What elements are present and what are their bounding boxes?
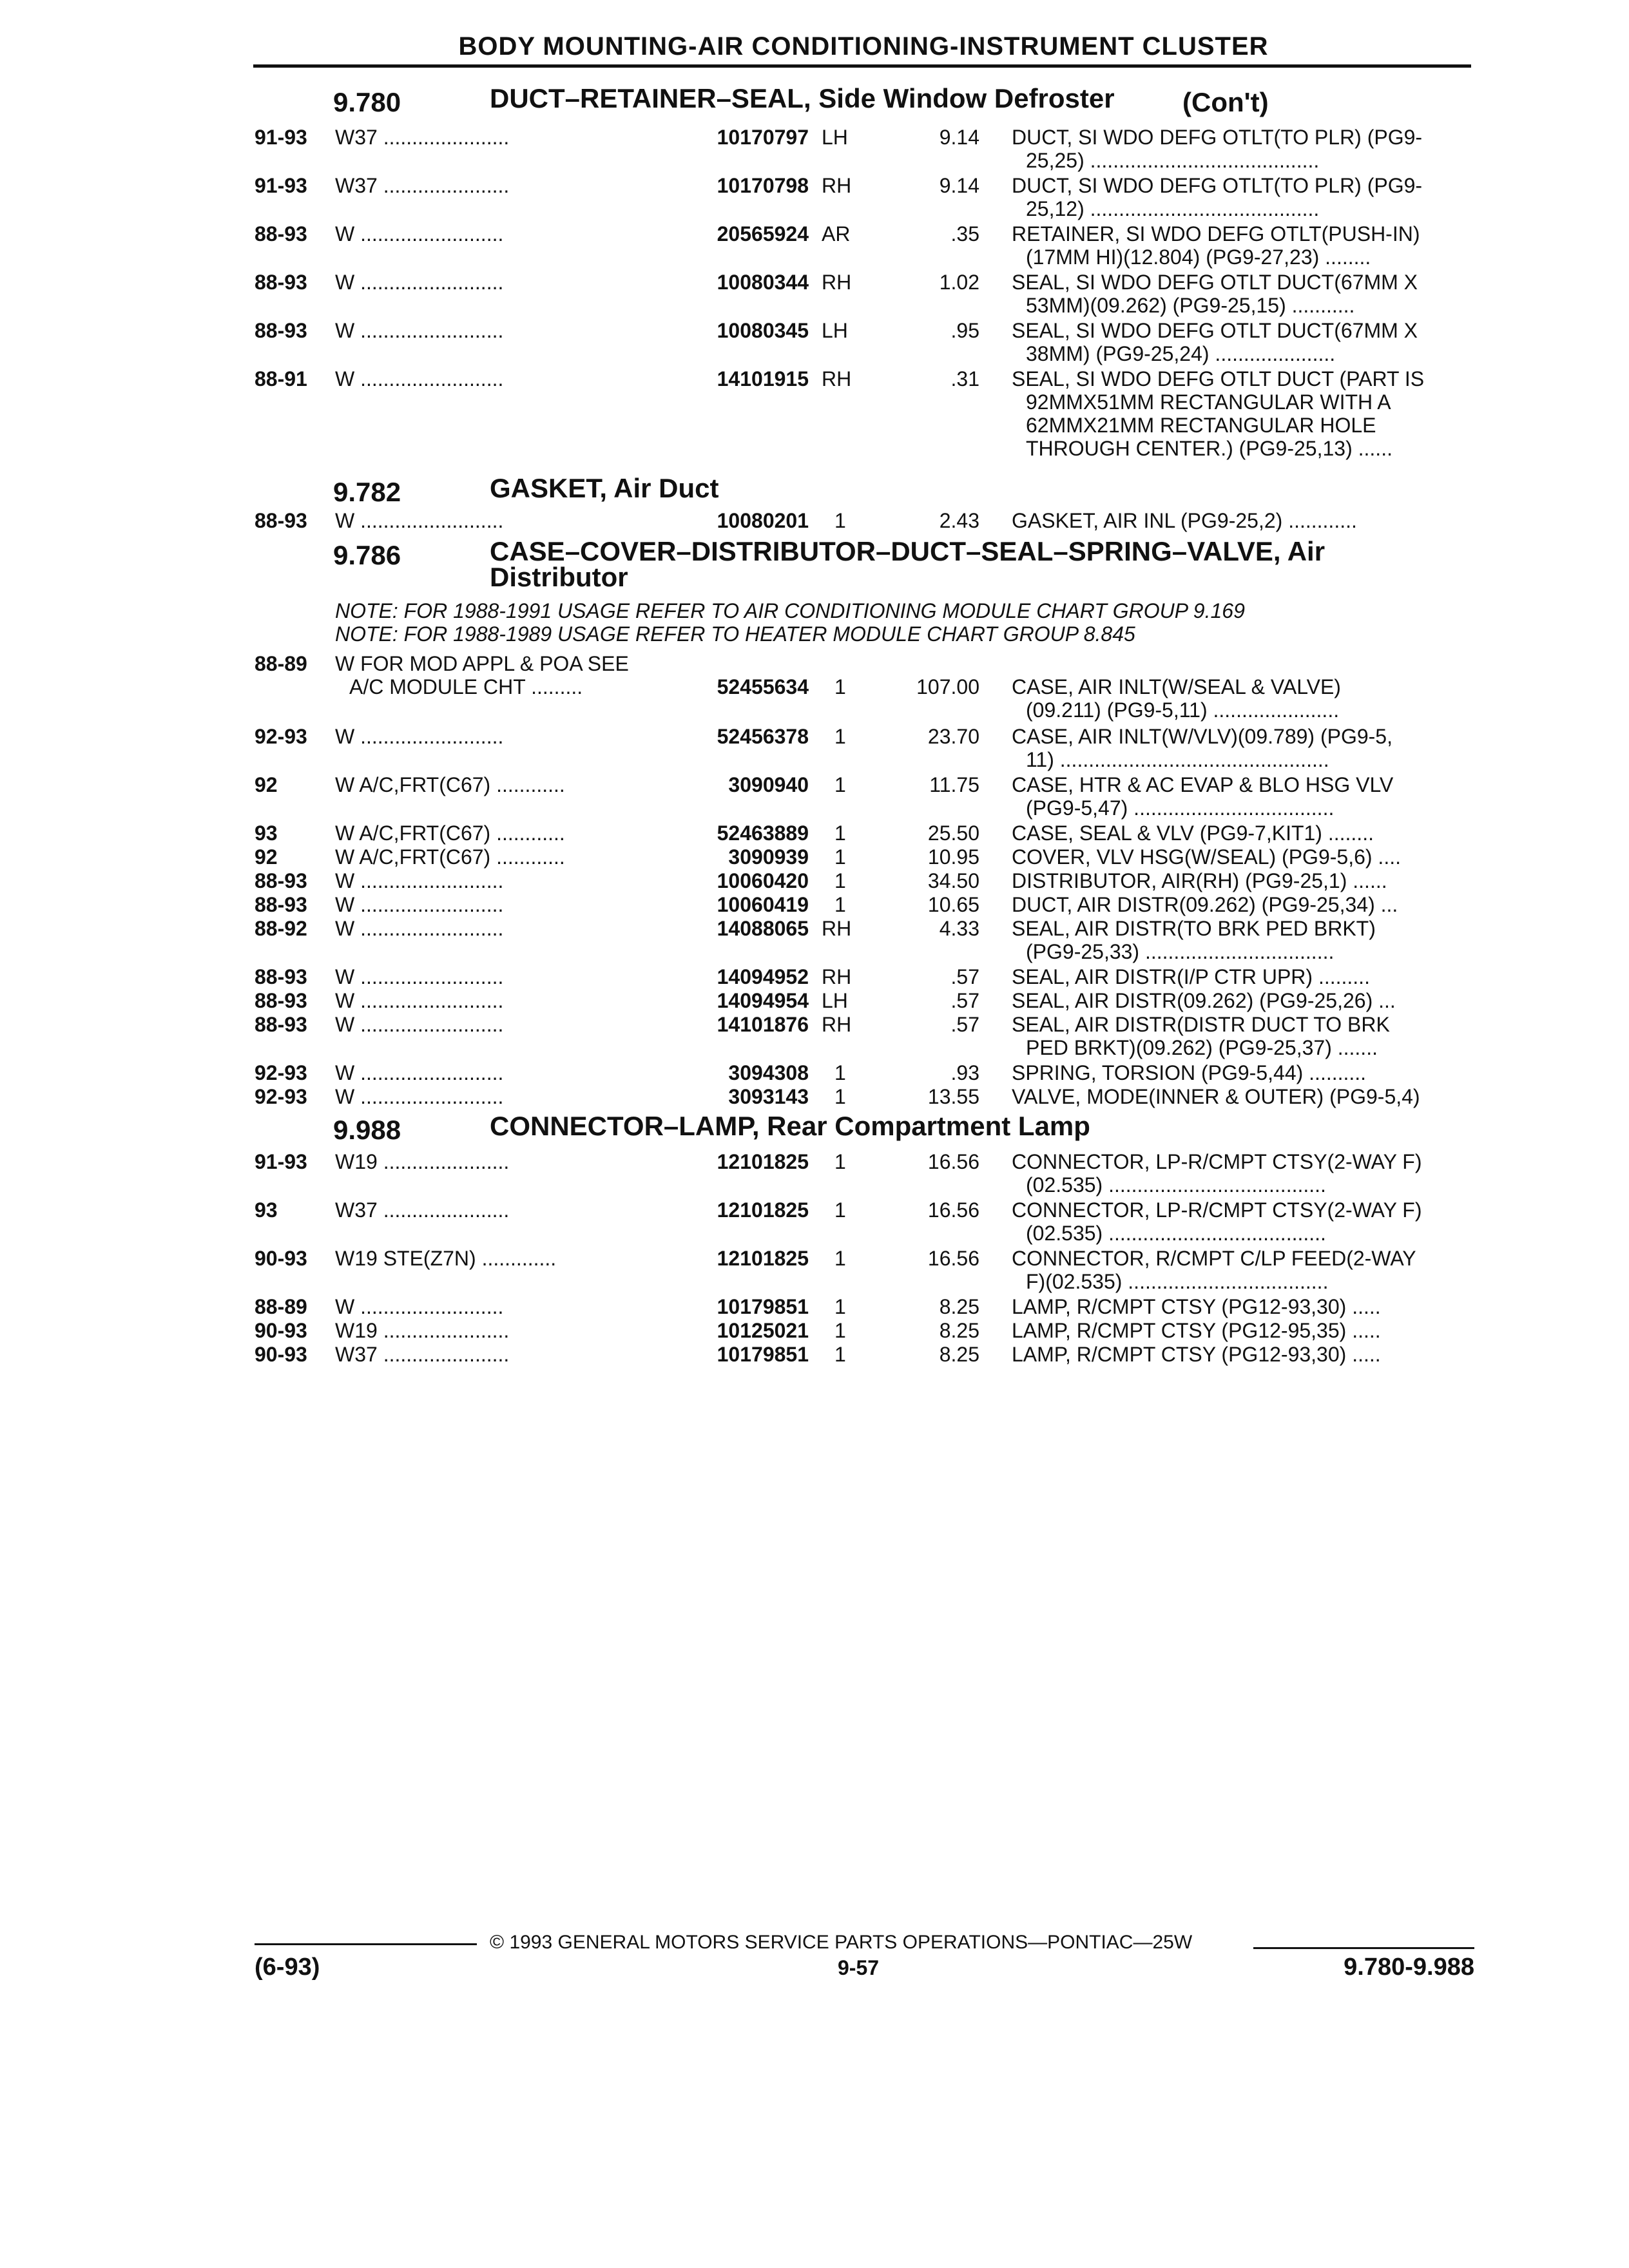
page-header-title: BODY MOUNTING-AIR CONDITIONING-INSTRUMENT CLUSTER [458, 32, 1269, 61]
quantity: 1 [834, 822, 846, 845]
part-number: 12101825 [717, 1150, 809, 1173]
description [1012, 1061, 1476, 1084]
description-line: CASE, SEAL & VLV (PG9-7,KIT1) ........ [1012, 822, 1374, 845]
description [1012, 1085, 1476, 1108]
model-years: 91-93 [255, 1150, 307, 1173]
quantity: RH [822, 917, 852, 940]
part-number: 52455634 [717, 675, 809, 698]
price: 10.95 [927, 845, 979, 869]
model-years: 93 [255, 1198, 278, 1222]
part-row [0, 1198, 1629, 1245]
description-line: 38MM) (PG9-25,24) ..................... [1026, 342, 1336, 365]
description-line: (02.535) ...................................... [1026, 1222, 1326, 1245]
part-number: 10179851 [717, 1343, 809, 1366]
application: W A/C,FRT(C67) ............ [335, 773, 565, 796]
part-number: 10170798 [717, 174, 809, 197]
part-number: 10179851 [717, 1295, 809, 1318]
part-row [0, 822, 1629, 845]
part-number: 20565924 [717, 222, 809, 245]
part-row [0, 773, 1629, 820]
description [1012, 822, 1476, 845]
part-row [0, 965, 1629, 988]
application: W ......................... [335, 509, 504, 532]
section-title: DUCT–RETAINER–SEAL, Side Window Defroster [490, 83, 1115, 113]
description-line: LAMP, R/CMPT CTSY (PG12-93,30) ..... [1012, 1343, 1381, 1366]
price: 16.56 [927, 1150, 979, 1173]
application: W ......................... [335, 1085, 504, 1108]
footer-date: (6-93) [255, 1954, 320, 1981]
description-line: CASE, HTR & AC EVAP & BLO HSG VLV [1012, 773, 1394, 796]
model-years: 88-93 [255, 893, 307, 916]
part-row [0, 1150, 1629, 1196]
description [1012, 222, 1476, 269]
description-line: LAMP, R/CMPT CTSY (PG12-95,35) ..... [1012, 1319, 1381, 1342]
price: 23.70 [927, 725, 979, 748]
part-row [0, 1061, 1629, 1084]
quantity: RH [822, 1013, 852, 1036]
model-years: 90-93 [255, 1319, 307, 1342]
description-line: DUCT, SI WDO DEFG OTLT(TO PLR) (PG9- [1012, 126, 1423, 149]
footer-rule-left [255, 1943, 477, 1945]
model-years: 92 [255, 773, 278, 796]
description-line: (09.211) (PG9-5,11) ...................... [1026, 698, 1340, 722]
model-years: 90-93 [255, 1247, 307, 1270]
application: W ......................... [335, 965, 504, 988]
description [1012, 965, 1476, 988]
description-line: CONNECTOR, LP-R/CMPT CTSY(2-WAY F) [1012, 1150, 1422, 1173]
part-number: 14101876 [717, 1013, 809, 1036]
description-line: 11) ............................................... [1026, 748, 1329, 771]
section-continued: (Con't) [1182, 87, 1269, 117]
price: 11.75 [929, 773, 979, 796]
price: 9.14 [939, 174, 979, 197]
part-number: 10080201 [717, 509, 809, 532]
price: 4.33 [939, 917, 979, 940]
application: W A/C,FRT(C67) ............ [335, 822, 565, 845]
quantity: RH [822, 174, 852, 197]
price: 10.65 [927, 893, 979, 916]
section-number: 9.786 [333, 540, 401, 570]
part-row [0, 652, 1629, 722]
quantity: 1 [834, 1061, 846, 1084]
quantity: 1 [834, 1319, 846, 1342]
part-number: 3090939 [728, 845, 809, 869]
quantity: 1 [834, 893, 846, 916]
application: W ......................... [335, 1295, 504, 1318]
price: .57 [950, 989, 979, 1012]
model-years: 92-93 [255, 725, 307, 748]
description [1012, 367, 1476, 460]
quantity: LH [822, 989, 848, 1012]
application: W37 ...................... [335, 174, 510, 197]
part-row [0, 319, 1629, 365]
model-years: 92 [255, 845, 278, 869]
footer-page-number: 9-57 [838, 1956, 880, 1979]
part-number: 10080344 [717, 271, 809, 294]
part-row [0, 367, 1629, 460]
price: 16.56 [927, 1198, 979, 1222]
part-row [0, 725, 1629, 771]
part-number: 10170797 [717, 126, 809, 149]
description-line: 25,12) ........................................ [1026, 197, 1320, 220]
section-number: 9.780 [333, 87, 401, 117]
application: W ......................... [335, 893, 504, 916]
part-number: 10125021 [717, 1319, 809, 1342]
description-line: 25,25) ........................................ [1026, 149, 1320, 172]
application: W19 ...................... [335, 1319, 510, 1342]
section-note: NOTE: FOR 1988-1991 USAGE REFER TO AIR CONDITIONING MODULE CHART GROUP 9.169 [335, 599, 1245, 622]
description-line: (PG9-5,47) ................................... [1026, 796, 1335, 820]
price: 107.00 [916, 675, 979, 698]
part-row [0, 271, 1629, 317]
part-row [0, 1295, 1629, 1318]
part-row [0, 126, 1629, 172]
part-row [0, 1247, 1629, 1293]
model-years: 88-93 [255, 222, 307, 245]
application: W FOR MOD APPL & POA SEE [335, 652, 629, 675]
part-row [0, 869, 1629, 892]
description [1012, 1343, 1476, 1366]
price: 1.02 [939, 271, 979, 294]
application-line2: A/C MODULE CHT ......... [349, 675, 583, 698]
part-row [0, 1085, 1629, 1108]
application: W ......................... [335, 319, 504, 342]
description-line: SEAL, SI WDO DEFG OTLT DUCT(67MM X [1012, 271, 1418, 294]
section-number: 9.988 [333, 1115, 401, 1145]
description [1012, 1295, 1476, 1318]
price: 13.55 [927, 1085, 979, 1108]
price: .31 [950, 367, 979, 390]
description-line: (PG9-25,33) ................................. [1026, 940, 1335, 963]
description-line: (17MM HI)(12.804) (PG9-27,23) ........ [1026, 245, 1371, 269]
description [1012, 773, 1476, 820]
description [1012, 869, 1476, 892]
application: W ......................... [335, 869, 504, 892]
model-years: 88-89 [255, 1295, 307, 1318]
price: 8.25 [939, 1343, 979, 1366]
description-line: CONNECTOR, LP-R/CMPT CTSY(2-WAY F) [1012, 1198, 1422, 1222]
model-years: 88-93 [255, 319, 307, 342]
model-years: 88-91 [255, 367, 307, 390]
description-line: RETAINER, SI WDO DEFG OTLT(PUSH-IN) [1012, 222, 1420, 245]
part-number: 14088065 [717, 917, 809, 940]
part-number: 12101825 [717, 1247, 809, 1270]
description-line: SPRING, TORSION (PG9-5,44) .......... [1012, 1061, 1367, 1084]
price: 2.43 [939, 509, 979, 532]
application: W37 ...................... [335, 1198, 510, 1222]
description [1012, 1247, 1476, 1293]
price: .57 [950, 965, 979, 988]
section-title: GASKET, Air Duct [490, 473, 719, 503]
application: W ......................... [335, 222, 504, 245]
model-years: 92-93 [255, 1061, 307, 1084]
description-line: F)(02.535) ................................... [1026, 1270, 1329, 1293]
quantity: RH [822, 271, 852, 294]
description-line: 92MMX51MM RECTANGULAR WITH A [1026, 390, 1391, 414]
description [1012, 271, 1476, 317]
part-row [0, 1343, 1629, 1366]
model-years: 91-93 [255, 126, 307, 149]
part-row [0, 917, 1629, 963]
application: W37 ...................... [335, 126, 510, 149]
quantity: RH [822, 367, 852, 390]
model-years: 88-93 [255, 509, 307, 532]
description [1012, 917, 1476, 963]
description-line: CONNECTOR, R/CMPT C/LP FEED(2-WAY [1012, 1247, 1416, 1270]
model-years: 88-89 [255, 652, 307, 675]
description-line: SEAL, SI WDO DEFG OTLT DUCT(67MM X [1012, 319, 1418, 342]
application: W19 ...................... [335, 1150, 510, 1173]
quantity: 1 [834, 1150, 846, 1173]
model-years: 88-93 [255, 869, 307, 892]
part-row [0, 893, 1629, 916]
part-row [0, 989, 1629, 1012]
footer-group-range: 9.780-9.988 [1344, 1954, 1474, 1981]
description-line: LAMP, R/CMPT CTSY (PG12-93,30) ..... [1012, 1295, 1381, 1318]
description-line: SEAL, AIR DISTR(TO BRK PED BRKT) [1012, 917, 1376, 940]
description [1012, 652, 1476, 722]
price: 25.50 [927, 822, 979, 845]
quantity: 1 [834, 773, 846, 796]
part-row [0, 1013, 1629, 1059]
description-line: CASE, AIR INLT(W/SEAL & VALVE) [1012, 675, 1341, 698]
price: 8.25 [939, 1295, 979, 1318]
quantity: 1 [834, 1343, 846, 1366]
price: .95 [950, 319, 979, 342]
part-number: 12101825 [717, 1198, 809, 1222]
part-number: 14101915 [717, 367, 809, 390]
model-years: 92-93 [255, 1085, 307, 1108]
part-number: 3093143 [728, 1085, 809, 1108]
section-title: CASE–COVER–DISTRIBUTOR–DUCT–SEAL–SPRING–VALVE, Air [490, 536, 1325, 566]
quantity: 1 [834, 1085, 846, 1108]
description [1012, 1150, 1476, 1196]
description-line: SEAL, AIR DISTR(DISTR DUCT TO BRK [1012, 1013, 1390, 1036]
description [1012, 174, 1476, 220]
application: W ......................... [335, 989, 504, 1012]
model-years: 88-93 [255, 1013, 307, 1036]
section-title-line2: Distributor [490, 562, 628, 592]
part-number: 10060420 [717, 869, 809, 892]
description-line: VALVE, MODE(INNER & OUTER) (PG9-5,4) [1012, 1085, 1420, 1108]
part-number: 10080345 [717, 319, 809, 342]
description [1012, 126, 1476, 172]
model-years: 88-93 [255, 271, 307, 294]
quantity: RH [822, 965, 852, 988]
description-line: THROUGH CENTER.) (PG9-25,13) ...... [1026, 437, 1393, 460]
quantity: 1 [834, 1295, 846, 1318]
description [1012, 893, 1476, 916]
quantity: LH [822, 126, 848, 149]
part-number: 3090940 [728, 773, 809, 796]
model-years: 88-93 [255, 989, 307, 1012]
description [1012, 509, 1476, 532]
model-years: 90-93 [255, 1343, 307, 1366]
model-years: 93 [255, 822, 278, 845]
application: W ......................... [335, 1013, 504, 1036]
part-row [0, 509, 1629, 532]
quantity: LH [822, 319, 848, 342]
description-line: GASKET, AIR INL (PG9-25,2) ............ [1012, 509, 1357, 532]
application: W ......................... [335, 1061, 504, 1084]
description [1012, 319, 1476, 365]
description-line: 53MM)(09.262) (PG9-25,15) ........... [1026, 294, 1355, 317]
footer-copyright: © 1993 GENERAL MOTORS SERVICE PARTS OPERATIONS—PONTIAC—25W [490, 1932, 1193, 1953]
part-row [0, 1319, 1629, 1342]
quantity: 1 [834, 1247, 846, 1270]
application: W19 STE(Z7N) ............. [335, 1247, 557, 1270]
description-line: SEAL, AIR DISTR(I/P CTR UPR) ......... [1012, 965, 1370, 988]
part-number: 52456378 [717, 725, 809, 748]
price: .35 [950, 222, 979, 245]
application: W A/C,FRT(C67) ............ [335, 845, 565, 869]
application: W ......................... [335, 271, 504, 294]
quantity: 1 [834, 869, 846, 892]
part-row [0, 845, 1629, 869]
description-line: DUCT, SI WDO DEFG OTLT(TO PLR) (PG9- [1012, 174, 1423, 197]
quantity: AR [822, 222, 851, 245]
model-years: 88-92 [255, 917, 307, 940]
description-line: DUCT, AIR DISTR(09.262) (PG9-25,34) ... [1012, 893, 1398, 916]
price: .93 [950, 1061, 979, 1084]
quantity: 1 [834, 675, 846, 698]
part-number: 52463889 [717, 822, 809, 845]
price: 16.56 [927, 1247, 979, 1270]
application: W ......................... [335, 725, 504, 748]
description-line: SEAL, SI WDO DEFG OTLT DUCT (PART IS [1012, 367, 1425, 390]
description [1012, 725, 1476, 771]
description [1012, 989, 1476, 1012]
model-years: 88-93 [255, 965, 307, 988]
description-line: COVER, VLV HSG(W/SEAL) (PG9-5,6) .... [1012, 845, 1401, 869]
part-number: 10060419 [717, 893, 809, 916]
description-line: PED BRKT)(09.262) (PG9-25,37) ....... [1026, 1036, 1378, 1059]
section-note: NOTE: FOR 1988-1989 USAGE REFER TO HEATER MODULE CHART GROUP 8.845 [335, 622, 1135, 646]
description-line: DISTRIBUTOR, AIR(RH) (PG9-25,1) ...... [1012, 869, 1387, 892]
quantity: 1 [834, 1198, 846, 1222]
application: W ......................... [335, 367, 504, 390]
description [1012, 1198, 1476, 1245]
header-rule [253, 64, 1471, 68]
price: 9.14 [939, 126, 979, 149]
description [1012, 845, 1476, 869]
price: 8.25 [939, 1319, 979, 1342]
footer-rule-right [1253, 1947, 1474, 1949]
section-title: CONNECTOR–LAMP, Rear Compartment Lamp [490, 1111, 1090, 1141]
model-years: 91-93 [255, 174, 307, 197]
part-number: 14094954 [717, 989, 809, 1012]
description [1012, 1013, 1476, 1059]
description [1012, 1319, 1476, 1342]
quantity: 1 [834, 509, 846, 532]
description-line [1012, 652, 1476, 675]
description-line: 62MMX21MM RECTANGULAR HOLE [1026, 414, 1376, 437]
application: W37 ...................... [335, 1343, 510, 1366]
part-number: 14094952 [717, 965, 809, 988]
application: W ......................... [335, 917, 504, 940]
section-number: 9.782 [333, 477, 401, 507]
part-row [0, 222, 1629, 269]
quantity: 1 [834, 725, 846, 748]
description-line: CASE, AIR INLT(W/VLV)(09.789) (PG9-5, [1012, 725, 1393, 748]
price: 34.50 [927, 869, 979, 892]
price: .57 [950, 1013, 979, 1036]
quantity: 1 [834, 845, 846, 869]
description-line: SEAL, AIR DISTR(09.262) (PG9-25,26) ... [1012, 989, 1396, 1012]
part-number: 3094308 [728, 1061, 809, 1084]
part-row [0, 174, 1629, 220]
description-line: (02.535) ...................................... [1026, 1173, 1326, 1196]
